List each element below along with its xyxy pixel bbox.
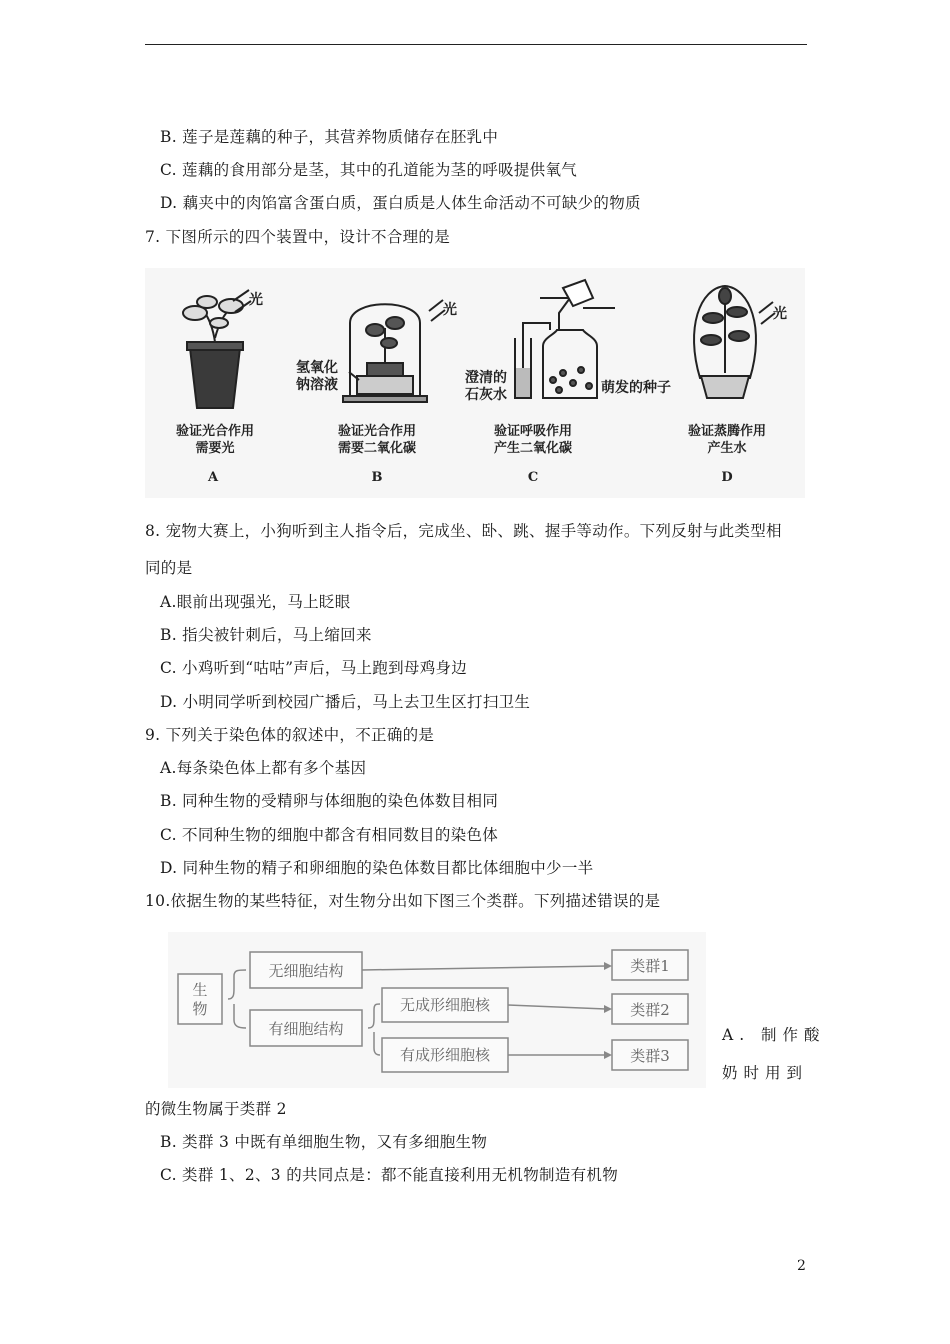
q10-option-a-part-1: A. 制作酸	[722, 1026, 826, 1044]
group-1-label: 类群1	[630, 957, 670, 975]
apparatus-b-label-1: 氢氧化	[296, 360, 338, 376]
header-rule	[145, 44, 807, 45]
q8-option-c: C. 小鸡听到“咕咕”声后，马上跑到母鸡身边	[160, 659, 468, 677]
apparatus-d-caption-2: 产生水	[707, 441, 747, 456]
apparatus-b-caption-2: 需要二氧化碳	[337, 441, 417, 456]
question-8-line-1: 8. 宠物大赛上，小狗听到主人指令后，完成坐、卧、跳、握手等动作。下列反射与此类型相	[145, 522, 782, 540]
apparatus-c-caption-2: 产生二氧化碳	[493, 441, 573, 456]
q10-option-a-part-3: 的微生物属于类群 2	[145, 1100, 287, 1118]
q9-option-b: B. 同种生物的受精卵与体细胞的染色体数目相同	[160, 792, 499, 810]
root-label-2: 物	[192, 1000, 208, 1018]
root-label-1: 生	[192, 981, 208, 999]
apparatus-b-label-2: 钠溶液	[296, 377, 338, 393]
apparatus-c-letter: C	[527, 470, 539, 485]
no-nucleus-label: 无成形细胞核	[399, 996, 491, 1014]
apparatus-d-letter: D	[721, 470, 733, 485]
q10-classification-figure	[168, 932, 706, 1088]
apparatus-a-caption-2: 需要光	[195, 441, 235, 456]
group-2-label: 类群2	[630, 1001, 670, 1019]
q7-apparatus-figure	[145, 268, 805, 498]
q6-option-b: B. 莲子是莲藕的种子，其营养物质储存在胚乳中	[160, 128, 499, 146]
apparatus-d-light-label: 光	[773, 306, 787, 322]
q6-option-d: D. 藕夹中的肉馅富含蛋白质，蛋白质是人体生命活动不可缺少的物质	[160, 194, 641, 212]
question-9: 9. 下列关于染色体的叙述中，不正确的是	[145, 726, 435, 744]
apparatus-b-caption-1: 验证光合作用	[337, 424, 417, 439]
q6-option-c: C. 莲藕的食用部分是茎，其中的孔道能为茎的呼吸提供氧气	[160, 161, 578, 179]
no-cell-label: 无细胞结构	[268, 962, 344, 980]
q8-option-b: B. 指尖被针刺后，马上缩回来	[160, 626, 372, 644]
q9-option-a: A.每条染色体上都有多个基因	[160, 759, 367, 777]
q9-option-d: D. 同种生物的精子和卵细胞的染色体数目都比体细胞中少一半	[160, 859, 594, 877]
q10-option-a-part-2: 奶时用到	[722, 1064, 809, 1082]
apparatus-a-caption-1: 验证光合作用	[175, 424, 255, 439]
apparatus-c-label-3: 萌发的种子	[601, 380, 671, 396]
apparatus-a-letter: A	[207, 470, 219, 485]
apparatus-d-caption-1: 验证蒸腾作用	[687, 424, 767, 439]
q8-option-d: D. 小明同学听到校园广播后，马上去卫生区打扫卫生	[160, 693, 531, 711]
q9-option-c: C. 不同种生物的细胞中都含有相同数目的染色体	[160, 826, 499, 844]
question-8-line-2: 同的是	[145, 559, 193, 577]
question-7: 7. 下图所示的四个装置中，设计不合理的是	[145, 228, 451, 246]
apparatus-c-label-2: 石灰水	[465, 387, 507, 403]
apparatus-c-caption-1: 验证呼吸作用	[493, 424, 573, 439]
apparatus-c-label-1: 澄清的	[465, 370, 507, 386]
apparatus-b-letter: B	[371, 470, 383, 485]
q8-option-a: A.眼前出现强光，马上眨眼	[160, 593, 351, 611]
has-cell-label: 有细胞结构	[268, 1020, 344, 1038]
apparatus-b-light-label: 光	[443, 302, 457, 318]
has-nucleus-label: 有成形细胞核	[399, 1046, 491, 1064]
q10-option-c: C. 类群 1、2、3 的共同点是：都不能直接利用无机物制造有机物	[160, 1166, 619, 1184]
apparatus-a-light-label: 光	[249, 292, 263, 308]
group-3-label: 类群3	[630, 1047, 670, 1065]
q10-option-b: B. 类群 3 中既有单细胞生物，又有多细胞生物	[160, 1133, 488, 1151]
page-number: 2	[797, 1258, 806, 1274]
question-10: 10.依据生物的某些特征，对生物分出如下图三个类群。下列描述错误的是	[145, 892, 661, 910]
